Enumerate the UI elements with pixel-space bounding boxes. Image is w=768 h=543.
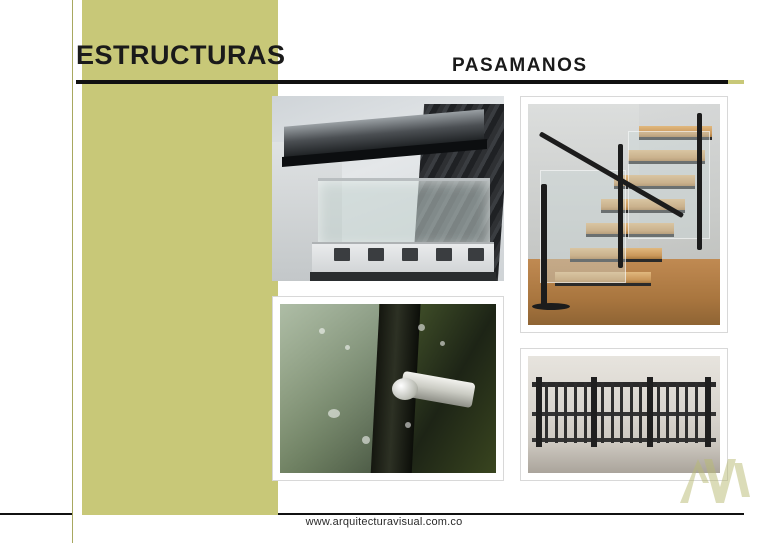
- glass-panel: [280, 304, 379, 473]
- fixing-bolt: [402, 248, 418, 261]
- bottom-rail: [532, 438, 716, 442]
- baluster: [666, 382, 669, 443]
- baluster: [564, 382, 567, 443]
- baluster: [555, 382, 558, 443]
- water-drop: [328, 409, 340, 418]
- page-title: ESTRUCTURAS: [76, 40, 286, 70]
- baluster: [639, 382, 642, 443]
- title-divider: [76, 80, 728, 84]
- accent-band-edge-line: [72, 0, 73, 543]
- accent-band-notch: [72, 0, 82, 515]
- accent-band: [72, 0, 278, 515]
- baluster: [545, 382, 548, 443]
- fixing-bolt: [468, 248, 484, 261]
- baluster: [574, 382, 577, 443]
- water-drop: [345, 345, 350, 350]
- glass-railing: [318, 178, 490, 247]
- title-divider-tail: [728, 80, 744, 84]
- rail-post: [536, 377, 542, 447]
- slab-shadow: [310, 272, 496, 281]
- baluster: [630, 382, 633, 443]
- baluster: [695, 382, 698, 443]
- photo-inner: [280, 304, 496, 473]
- handrail-post: [697, 113, 702, 250]
- handrail-base-plate: [532, 303, 570, 310]
- photo-glass-balcony: [272, 96, 504, 281]
- page-subtitle: PASAMANOS: [452, 55, 588, 76]
- rail-post: [647, 377, 653, 447]
- baluster: [657, 382, 660, 443]
- rail-post: [705, 377, 711, 447]
- baluster: [676, 382, 679, 443]
- water-drop: [440, 341, 445, 346]
- handrail-post: [618, 144, 623, 268]
- fixing-bolt: [368, 248, 384, 261]
- water-drop: [319, 328, 325, 334]
- photo-glass-bolt: [272, 296, 504, 481]
- baluster: [620, 382, 623, 443]
- glass-balustrade: [540, 170, 626, 283]
- baluster: [601, 382, 604, 443]
- water-drop: [362, 436, 370, 444]
- baluster: [685, 382, 688, 443]
- rail-post: [591, 377, 597, 447]
- footer-url[interactable]: www.arquitecturavisual.com.co: [305, 516, 463, 528]
- photo-stair-glass: [520, 96, 728, 333]
- top-rail: [532, 382, 716, 387]
- mid-rail: [532, 412, 716, 416]
- fixing-bolt: [436, 248, 452, 261]
- footer-divider-left: [0, 513, 72, 515]
- baluster: [611, 382, 614, 443]
- baluster: [584, 382, 587, 443]
- photo-inner: [528, 104, 720, 325]
- fixing-bolt: [334, 248, 350, 261]
- logo-watermark-icon: [676, 453, 754, 505]
- footer-divider: [278, 513, 744, 515]
- handrail-post: [541, 184, 547, 308]
